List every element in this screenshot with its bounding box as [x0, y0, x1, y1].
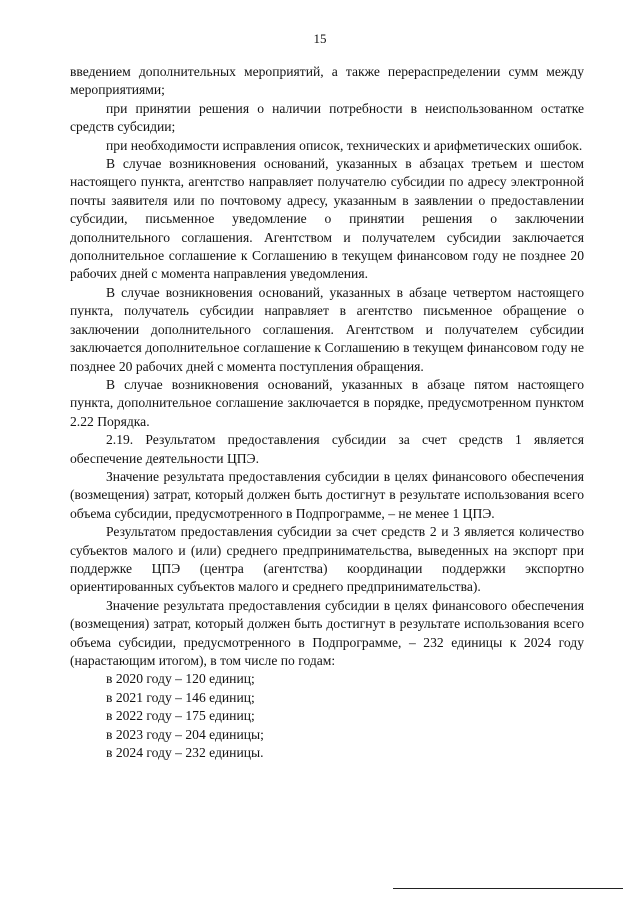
paragraph: В случае возникновения оснований, указанных в абзацах третьем и шестом настоящего пункта, агентство направляет получателю субсидии по адресу электронной почты заявителя или по почтовому адресу, указанным в заявлении о предоставлении субсидии, письменное уведомление о принятии решения о заключении дополнительного соглашения. Агентством и получателем субсидии заключается дополнительное соглашение к Соглашению в текущем финансовом году не позднее 20 рабочих дней с момента направления уведомления.	[70, 156, 584, 282]
body-text	[70, 63, 584, 762]
list-item: в 2023 году – 204 единицы;	[106, 726, 264, 742]
page-number: 15	[313, 31, 327, 46]
paragraph: Значение результата предоставления субсидии в целях финансового обеспечения (возмещения) затрат, который должен быть достигнут в результате использования всего объема субсидии, предусмотренного в Подпрограмме, – не менее 1 ЦПЭ.	[70, 468, 584, 521]
paragraph: В случае возникновения оснований, указанных в абзаце четвертом настоящего пункта, получатель субсидии направляет в агентство письменное обращение о заключении дополнительного соглашения. Агентством и получателем субсидии заключается дополнительное соглашение к Соглашению в текущем финансовом году не позднее 20 рабочих дней с момента поступления обращения.	[70, 284, 584, 374]
paragraph: В случае возникновения оснований, указанных в абзаце пятом настоящего пункта, дополнительное соглашение заключается в порядке, предусмотренном пунктом 2.22 Порядка.	[70, 376, 584, 429]
footer-divider	[393, 888, 623, 889]
paragraph: 2.19. Результатом предоставления субсидии за счет средств 1 является обеспечение деятельности ЦПЭ.	[70, 432, 584, 466]
list-item: в 2020 году – 120 единиц;	[106, 671, 255, 687]
paragraph: при принятии решения о наличии потребности в неиспользованном остатке средств субсидии;	[70, 100, 584, 135]
paragraph: Значение результата предоставления субсидии в целях финансового обеспечения (возмещения) затрат, который должен быть достигнут в результате использования всего объема субсидии, предусмотренного в Подпрограмме, – 232 единицы к 2024 году (нарастающим итогом), в том числе по годам:	[70, 597, 584, 668]
paragraph: при необходимости исправления описок, технических и арифметических ошибок.	[106, 137, 583, 153]
paragraph: введением дополнительных мероприятий, а также перераспределении сумм между мероприятиями;	[70, 64, 584, 98]
list-item: в 2024 году – 232 единицы.	[106, 745, 264, 761]
list-item: в 2021 году – 146 единиц;	[106, 689, 255, 705]
list-item: в 2022 году – 175 единиц;	[106, 708, 255, 724]
paragraph: Результатом предоставления субсидии за счет средств 2 и 3 является количество субъектов малого и (или) среднего предпринимательства, выведенных на экспорт при поддержке ЦПЭ (центра (агентства) координации поддержки экспортно ориентированных субъектов малого и среднего предпринимательства).	[70, 524, 584, 595]
